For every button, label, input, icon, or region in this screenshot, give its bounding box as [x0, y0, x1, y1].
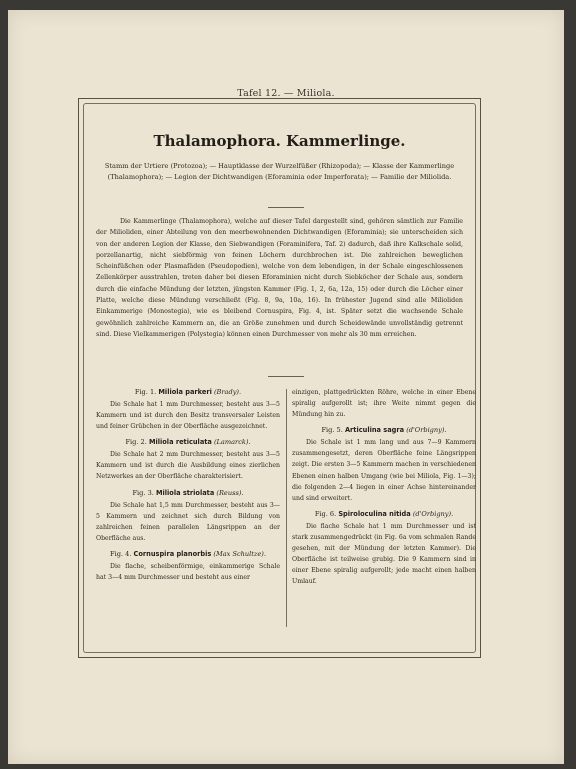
species-name: Articulina sagra [344, 426, 405, 435]
species-author: (Brady). [213, 388, 242, 396]
entry-heading [292, 509, 476, 520]
entry-description: Die Schale hat 1,5 mm Durchmesser, besteht aus 3—5 Kammern und zeichnet sich durch Bildung von zahlreichen feinen parallelen Längsrippen an der Oberfläche aus. [96, 501, 280, 542]
entry-description-continued: einzigen, plattgedrückten Röhre, welche in einer Ebene spiralig aufgerollt ist; ihre Weite nimmt gegen die Mündung hin zu. [292, 389, 476, 419]
species-name: Miliola reticulata [148, 438, 212, 447]
species-author: (Reuss). [216, 488, 244, 497]
entry-description: Die Schale hat 2 mm Durchmesser, besteht aus 3—5 Kammern und ist durch die Ausbildung eines zierlichen Netzwerkes an der Oberfläche charakterisiert. [96, 451, 280, 481]
figure-entry [96, 437, 280, 482]
column-divider [286, 389, 287, 627]
species-author: (Max Schultze). [213, 549, 266, 558]
intro-paragraph: Die Kammerlinge (Thalamophora), welche auf dieser Tafel dargestellt sind, gehören sämtlich zur Familie der Milioliden, einer Abteilung von den meerbewohnenden Dichtwandigen (Eforaminia); sie unterscheiden sich von der anderen Legion der Klasse, den Siebwandigen (Foraminifera, Taf. 2) dadurch, daß ihre Kalkschale solid, porzellanartig, nicht siebförmig von feinen Löchern durchbrochen ist. Die zahlreichen beweglichen Scheinfüßchen oder Plasmafäden (Pseudopodien), welche von dem lebendigen, in der Schale eingeschlossenen Zellenkörper ausstrahlen, treten daher bei diesen Eforaminien nicht durch Siebköcher der Schale aus, sondern durch die einfache Mündung der letzten, jüngsten Kammer (Fig. 1, 2, 6a, 12a, 15) oder durch die Löcher einer Platte, welche diese Mündung verschließt (Fig. 8, 9a, 10a, 16). In frühester Jugend sind alle Milioliden Einkammerige (Monostegia), wie es bleibend Cornuspira, Fig. 4, ist. Später setzt die wachsende Schale gewöhnlich zahlreiche Kammern an, die an Größe zunehmen und durch Scheidewände unvollständig getrennt sind. Diese Vielkammerigen (Polystegia) können einen Durchmesser von mehr als 30 mm erreichen. [96, 218, 463, 338]
species-name: Miliola parkeri [158, 388, 212, 396]
species-name: Spiroloculina nitida [338, 509, 411, 518]
entry-heading [96, 437, 280, 448]
figure-number: Fig. 1. [134, 388, 157, 396]
divider-rule-middle [268, 376, 304, 377]
figure-descriptions [96, 387, 476, 642]
entry-heading [96, 387, 280, 398]
entry-description: Die flache, scheibenförmige, einkammerige Schale hat 3—4 mm Durchmesser und besteht aus einer [96, 562, 280, 582]
figure-entry [292, 425, 476, 504]
species-author: (Lamarck). [213, 438, 251, 447]
entry-description: Die Schale ist 1 mm lang und aus 7—9 Kammern zusammengesetzt, deren Oberfläche feine Längsrippen zeigt. Die ersten 3—5 Kammern machen in verschiedenen Ebenen einen halben Umgang (wie bei Miliola, Fig. 1—3); die folgenden 2—4 liegen in einer Achse hintereinander und sind erweitert. [292, 439, 476, 502]
figure-entry [292, 509, 476, 588]
entry-description: Die flache Schale hat 1 mm Durchmesser und ist stark zusammengedrückt (in Fig. 6a vom schmalen Rande gesehen, mit der Mündung der letzten Kammer). Die Oberfläche ist teilweise grubig. Die 9 Kammern sind in einer Ebene spiralig aufgerollt; jede macht einen halben Umlauf. [292, 522, 476, 586]
divider-rule-top [268, 207, 304, 208]
page-sheet [8, 10, 564, 764]
entry-heading [96, 488, 280, 499]
entry-description: Die Schale hat 1 mm Durchmesser, besteht aus 3—5 Kammern und ist durch den Besitz transversaler Leisten und feiner Grübchen in der Oberfläche ausgezeichnet. [96, 401, 280, 431]
figure-number: Fig. 5. [321, 426, 343, 435]
figure-entry [96, 387, 280, 432]
species-name: Miliola striolata [155, 488, 215, 497]
figure-entry-continued [292, 387, 476, 420]
plate-header: Tafel 12. — Miliola. [237, 88, 335, 99]
entry-heading [96, 549, 280, 560]
figure-number: Fig. 2. [125, 438, 147, 447]
figure-number: Fig. 3. [132, 488, 154, 497]
left-column [96, 387, 280, 588]
figure-entry [96, 549, 280, 583]
page-title: Thalamophora. Kammerlinge. [153, 132, 406, 150]
inner-border [83, 103, 476, 653]
figure-number: Fig. 4. [110, 549, 132, 558]
species-name: Cornuspira planorbis [133, 549, 212, 558]
classification-text: Stamm der Urtiere (Protozoa); — Hauptklasse der Wurzelfüßer (Rhizopoda); — Klasse der Kammerlinge (Thalamophora); — Legion der Dichtwandigen (Eforaminia oder Imperforata); — Familie der Miliolida. [104, 162, 455, 182]
entry-heading [292, 425, 476, 436]
content-frame [78, 98, 481, 658]
species-author: (d'Orbigny). [412, 509, 454, 518]
figure-number: Fig. 6. [314, 509, 337, 518]
right-column [292, 387, 476, 592]
species-author: (d'Orbigny). [406, 426, 447, 435]
figure-entry [96, 488, 280, 544]
